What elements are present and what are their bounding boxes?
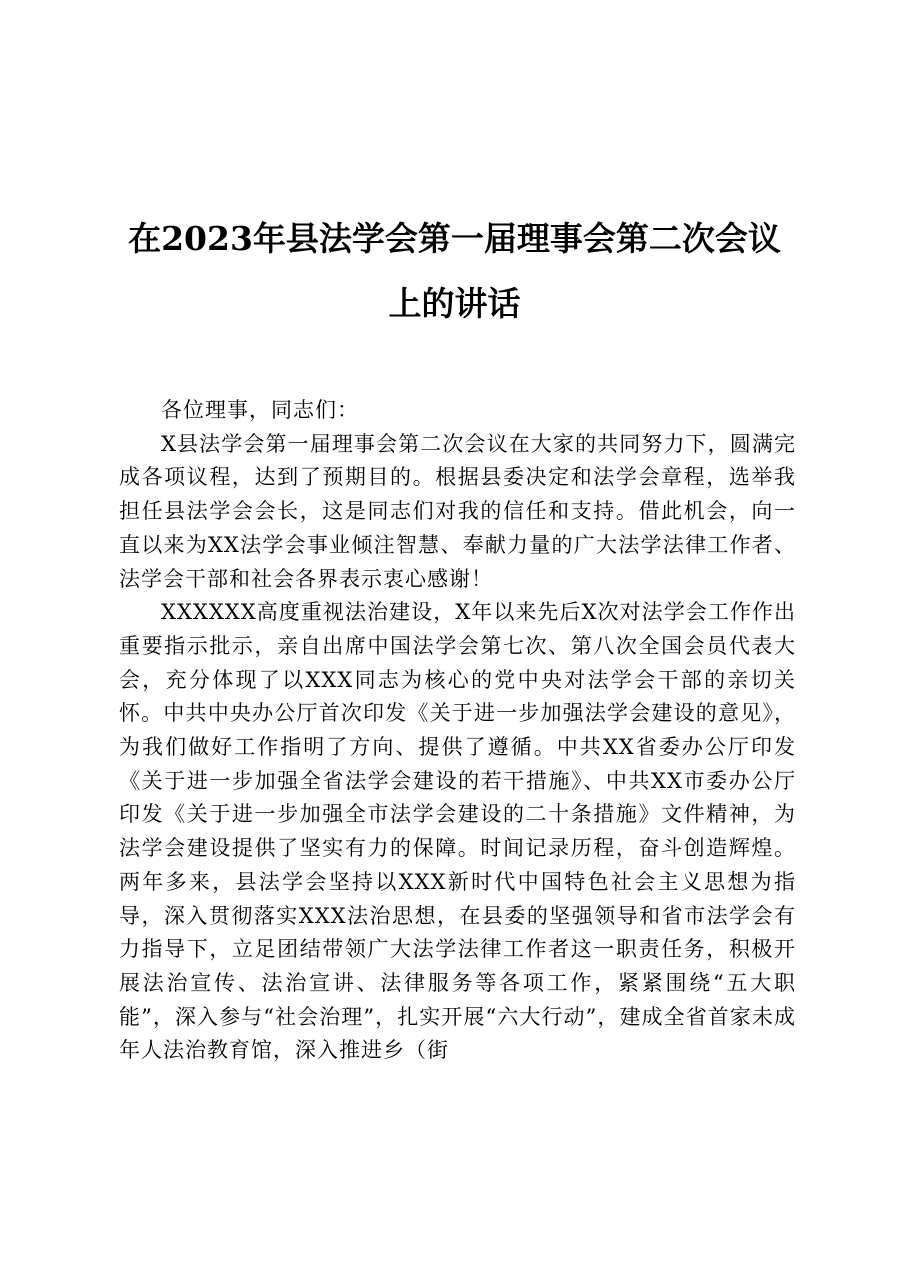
document-title-line-1: 在2023年县法学会第一届理事会第二次会议 <box>128 219 781 258</box>
document-title-line-2: 上的讲话 <box>388 284 521 323</box>
document-body <box>119 394 796 1068</box>
body-paragraph: XXXXXX高度重视法治建设，X年以来先后X次对法学会工作作出重要指示批示，亲自出席中国法学会第七次、第八次全国会员代表大会，充分体现了以XXX同志为核心的党中央对法学会干部的亲切关怀。中共中央办公厅首次印发《关于进一步加强法学会建设的意见》，为我们做好工作指明了方向、提供了遵循。中共XX省委办公厅印发《关于进一步加强全省法学会建设的若干措施》、中共XX市委办公厅印发《关于进一步加强全市法学会建设的二十条措施》文件精神，为法学会建设提供了坚实有力的保障。时间记录历程，奋斗创造辉煌。两年多来，县法学会坚持以XXX新时代中国特色社会主义思想为指导，深入贯彻落实XXX法治思想，在县委的坚强领导和省市法学会有力指导下，立足团结带领广大法学法律工作者这一职责任务，积极开展法治宣传、法治宣讲、法律服务等各项工作，紧紧围绕“五大职能”，深入参与“社会治理”，扎实开展“六大行动”，建成全省首家未成年人法治教育馆，深入推进乡（街 <box>119 600 796 1063</box>
body-paragraph: X县法学会第一届理事会第二次会议在大家的共同努力下，圆满完成各项议程，达到了预期目的。根据县委决定和法学会章程，选举我担任县法学会会长，这是同志们对我的信任和支持。借此机会，向一直以来为XX法学会事业倾注智慧、奉献力量的广大法学法律工作者、法学会干部和社会各界表示衷心感谢！ <box>119 431 796 591</box>
salutation-paragraph: 各位理事，同志们： <box>161 398 359 422</box>
